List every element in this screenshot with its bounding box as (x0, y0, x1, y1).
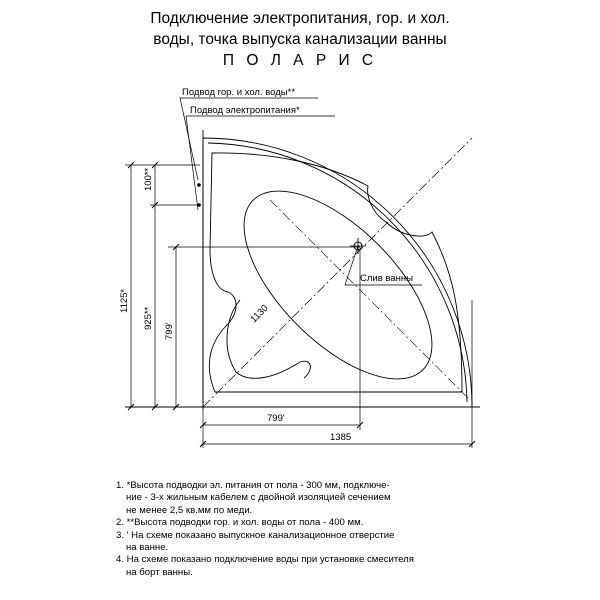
label-drain: Слив ванны (360, 273, 413, 284)
power-leader (186, 116, 335, 210)
dim-1130-text: 1130 (248, 302, 271, 326)
title-line-1: Подключение электропитания, гор. и хол. (150, 10, 450, 27)
note-1-line-2: ние - 3-х жильным кабелем с двойной изоляцией сечением (126, 492, 391, 504)
dim-799h-text: 799' (267, 413, 285, 424)
note-1-line-3: не менее 2,5 кв.мм по меди. (126, 504, 253, 516)
note-4-line-2: на борт ванны. (126, 566, 193, 578)
label-power-supply: Подвод электропитания* (190, 105, 300, 116)
note-1-line-1: 1. *Высота подводки эл. питания от пола - 300 мм, подключе- (116, 480, 390, 491)
drain-axis (270, 200, 470, 400)
note-3-line-2: на ванне. (126, 542, 169, 554)
brand-name: П О Л А Р И С (222, 52, 378, 69)
dim-1385-text: 1385 (330, 432, 352, 443)
label-water-supply: Подвод гор. и хол. воды** (182, 87, 296, 98)
title-line-2: воды, точка выпуска канализации ванны (153, 31, 447, 48)
tub-basin (213, 160, 463, 410)
note-2-line-1: 2. **Высота подводки гор. и хол. воды от пола - 400 мм. (116, 517, 364, 529)
note-3-line-1: 3. ' На схеме показано выпускное канализационное отверстие (116, 529, 395, 541)
dim-100-text: 100** (143, 167, 154, 191)
dim-1125-text: 1125* (119, 288, 130, 313)
notes-list (116, 480, 586, 579)
centre-diagonal (203, 138, 472, 407)
note-4-line-1: 4. На схеме показано подключение воды при установке смесителя (116, 554, 414, 566)
dim-799v-text: 799' (164, 322, 175, 340)
dim-925-text: 925** (143, 306, 154, 330)
water-point (197, 183, 201, 187)
